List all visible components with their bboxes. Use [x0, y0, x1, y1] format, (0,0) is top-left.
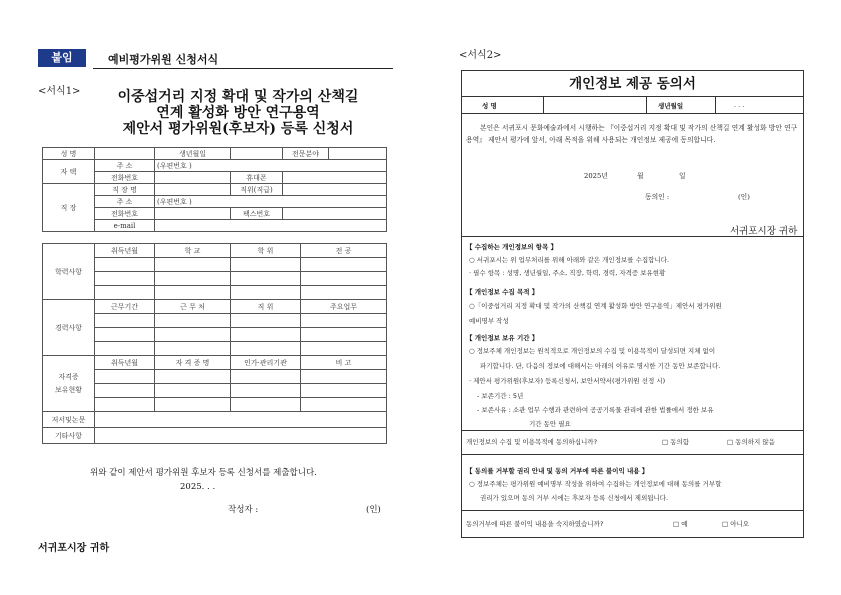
- consent-title: 개인정보 제공 동의서: [569, 76, 696, 92]
- sec3-line1: ○ 정보주체 개인정보는 원칙적으로 개인정보의 수집 및 이용목적이 달성되면 지체 없이: [469, 347, 716, 355]
- divider: [461, 454, 804, 455]
- education-cell[interactable]: [95, 286, 155, 300]
- name-value[interactable]: [95, 148, 155, 160]
- sec3-line5: - 보존사유 : 소관 업무 수행과 관련하여 공공기록물 관리에 관한 법률에서 정한 보유: [477, 406, 714, 414]
- career-header: 근무기간: [95, 300, 155, 314]
- consenter-label: 동의인 :: [645, 193, 670, 201]
- education-cell[interactable]: [301, 258, 387, 272]
- education-cell[interactable]: [231, 286, 301, 300]
- education-header: 취득년월: [95, 244, 155, 258]
- license-cell[interactable]: [301, 384, 387, 398]
- education-cell[interactable]: [155, 258, 231, 272]
- career-cell[interactable]: [155, 314, 231, 328]
- license-cell[interactable]: [95, 370, 155, 384]
- home-address-label: 주 소: [95, 160, 155, 172]
- field-label: 전문분야: [283, 148, 329, 160]
- papers-value[interactable]: [95, 412, 387, 428]
- sec2-title: 【 개인정보 수집 목적 】: [466, 288, 539, 296]
- home-label: 자 택: [43, 160, 95, 184]
- form2-label: <서식2>: [459, 50, 502, 61]
- q1-disagree-checkbox[interactable]: □ 동의하지 않음: [727, 438, 775, 446]
- title-line-2: 연계 활성화 방안 연구용역: [156, 105, 320, 121]
- career-cell[interactable]: [231, 328, 301, 342]
- education-label: 학력사항: [43, 244, 95, 300]
- name-label: 성 명: [43, 148, 95, 160]
- question-1: 개인정보의 수집 및 이용목적에 동의하십니까?: [466, 438, 598, 446]
- divider: [461, 510, 804, 511]
- right-addressee: 서귀포시장 귀하: [730, 226, 798, 237]
- career-header: 주요업무: [301, 300, 387, 314]
- career-label: 경력사항: [43, 300, 95, 356]
- education-cell[interactable]: [95, 258, 155, 272]
- license-cell[interactable]: [231, 370, 301, 384]
- divider: [461, 113, 804, 114]
- divider: [543, 96, 544, 113]
- consenter-seal: (인): [738, 193, 750, 201]
- career-header: 직 위: [231, 300, 301, 314]
- other-label: 기타사항: [43, 428, 95, 444]
- form1-label: <서식1>: [38, 86, 81, 97]
- career-cell[interactable]: [155, 328, 231, 342]
- divider: [461, 96, 804, 97]
- home-postal[interactable]: (우편번호 ): [155, 160, 387, 172]
- license-cell[interactable]: [231, 398, 301, 412]
- education-header: 학 위: [231, 244, 301, 258]
- license-cell[interactable]: [155, 370, 231, 384]
- license-cell[interactable]: [231, 384, 301, 398]
- license-header: 인가·관리기관: [231, 356, 301, 370]
- sec4-line2: 권리가 있으며 동의 거부 시에는 후보자 등록 신청에서 제외됩니다.: [480, 494, 669, 502]
- license-label: 자격증 보유현황: [43, 356, 95, 412]
- education-cell[interactable]: [301, 272, 387, 286]
- sec3-line6: 기간 동안 필요: [529, 420, 571, 428]
- home-phone-label: 전화번호: [95, 172, 155, 184]
- career-cell[interactable]: [95, 342, 155, 356]
- license-cell[interactable]: [95, 384, 155, 398]
- form-name: 예비평가위원 신청서식: [108, 53, 219, 66]
- field-value[interactable]: [329, 148, 387, 160]
- divider: [646, 96, 647, 113]
- email-value[interactable]: [155, 220, 387, 232]
- question-2: 동의거부에 따른 불이익 내용을 숙지하였습니까?: [466, 520, 604, 528]
- writer-label: 작성자 :: [228, 505, 259, 515]
- company-value[interactable]: [155, 184, 231, 196]
- career-cell[interactable]: [301, 342, 387, 356]
- education-cell[interactable]: [231, 272, 301, 286]
- education-header: 전 공: [301, 244, 387, 258]
- email-label: e-mail: [95, 220, 155, 232]
- mobile-value[interactable]: [283, 172, 387, 184]
- consent-year: 2025년: [584, 172, 608, 180]
- title-line-1: 이중섭거리 지정 확대 및 작가의 산책길: [117, 89, 359, 105]
- q2-yes-checkbox[interactable]: □ 예: [673, 520, 688, 528]
- consent-name-label: 성 명: [482, 102, 497, 110]
- submission-statement: 위와 같이 제안서 평가위원 후보자 등록 신청서를 제출합니다.: [90, 468, 317, 478]
- work-phone-label: 전화번호: [95, 208, 155, 220]
- birth-label: 생년월일: [155, 148, 231, 160]
- sec3-line2: 파기합니다. 단, 다음의 정보에 대해서는 아래의 이유로 명시한 기간 동안 보존합니다.: [480, 362, 721, 370]
- license-header: 비 고: [301, 356, 387, 370]
- education-cell[interactable]: [155, 272, 231, 286]
- education-cell[interactable]: [231, 258, 301, 272]
- sec3-line4: - 보존기간 : 5년: [477, 392, 524, 400]
- divider: [461, 430, 804, 431]
- applicant-info-table: [42, 147, 387, 232]
- career-cell[interactable]: [231, 314, 301, 328]
- writer-seal: (인): [366, 505, 381, 515]
- work-label: 직 장: [43, 184, 95, 232]
- home-phone-value[interactable]: [155, 172, 231, 184]
- left-addressee: 서귀포시장 귀하: [38, 543, 110, 554]
- license-cell[interactable]: [155, 384, 231, 398]
- application-title: [38, 89, 438, 137]
- career-cell[interactable]: [301, 314, 387, 328]
- q1-agree-checkbox[interactable]: □ 동의함: [662, 438, 690, 446]
- company-label: 직 장 명: [95, 184, 155, 196]
- education-cell[interactable]: [95, 272, 155, 286]
- form-name-underline: [93, 68, 393, 69]
- sec1-line2: · 필수 항목 : 성명, 생년월일, 주소, 직장, 학력, 경력, 자격증 보유현황: [469, 269, 666, 277]
- sec2-line2: 예비명부 작성: [469, 317, 509, 325]
- career-cell[interactable]: [301, 328, 387, 342]
- career-cell[interactable]: [95, 314, 155, 328]
- position-label: 직위(직급): [231, 184, 283, 196]
- sec4-line1: ○ 정보주체는 평가위원 예비명부 작성을 위하여 수집하는 개인정보에 대해 동의를 거부할: [469, 480, 722, 488]
- fax-value[interactable]: [283, 208, 387, 220]
- consent-birth-label: 생년월일: [658, 102, 684, 110]
- submission-date[interactable]: 2025. . .: [180, 482, 216, 492]
- consent-month: 월: [637, 172, 644, 180]
- divider: [461, 236, 804, 237]
- sec1-title: 【 수집하는 개인정보의 항목 】: [466, 243, 558, 251]
- sec4-title: 【 동의를 거부할 권리 안내 및 동의 거부에 따른 불이익 내용 】: [466, 467, 649, 475]
- mobile-label: 휴대폰: [231, 172, 283, 184]
- license-cell[interactable]: [95, 398, 155, 412]
- license-header: 자 격 증 명: [155, 356, 231, 370]
- education-cell[interactable]: [155, 286, 231, 300]
- career-cell[interactable]: [155, 342, 231, 356]
- history-table: [42, 243, 387, 444]
- career-cell[interactable]: [231, 342, 301, 356]
- consent-name-value[interactable]: [547, 98, 642, 111]
- position-value[interactable]: [283, 184, 387, 196]
- sec2-line1: ○「이중섭거리 지정 확대 및 작가의 산책길 연계 활성화 방안 연구용역」제안서 평가위원: [469, 302, 722, 310]
- consent-intro: 본인은 서귀포시 문화예술과에서 시행하는 『이중섭거리 지정 확대 및 작가의 산책길 연계 활성화 방안 연구용역』 제안서 평가에 앞서, 아래 목적을 위해 사용되는 개인정보 제공에 동의합니다.: [466, 124, 798, 144]
- attachment-badge: 붙임: [38, 49, 86, 67]
- consent-day: 일: [679, 172, 686, 180]
- sec3-line3: · 제안서 평가위원(후보자) 등록신청서, 보안서약서(평가위원 선정 시): [469, 377, 666, 385]
- license-cell[interactable]: [301, 398, 387, 412]
- work-address-label: 주 소: [95, 196, 155, 208]
- papers-label: 저서및논문: [43, 412, 95, 428]
- career-cell[interactable]: [95, 328, 155, 342]
- work-phone-value[interactable]: [155, 208, 231, 220]
- other-value[interactable]: [95, 428, 387, 444]
- sec1-line1: ○ 서귀포시는 위 업무처리를 위해 아래와 같은 개인정보를 수집합니다.: [469, 256, 670, 264]
- birth-value[interactable]: [231, 148, 283, 160]
- sec3-title: 【 개인정보 보유 기간 】: [466, 334, 539, 342]
- title-line-3: 제안서 평가위원(후보자) 등록 신청서: [122, 121, 354, 137]
- license-header: 취득년월: [95, 356, 155, 370]
- q2-no-checkbox[interactable]: □ 아니오: [722, 520, 750, 528]
- divider: [715, 96, 716, 113]
- license-cell[interactable]: [155, 398, 231, 412]
- consent-birth-value[interactable]: . . .: [734, 101, 745, 109]
- work-postal[interactable]: (우편번호 ): [155, 196, 387, 208]
- career-header: 근 무 처: [155, 300, 231, 314]
- education-cell[interactable]: [301, 286, 387, 300]
- license-cell[interactable]: [301, 370, 387, 384]
- fax-label: 팩스번호: [231, 208, 283, 220]
- education-header: 학 교: [155, 244, 231, 258]
